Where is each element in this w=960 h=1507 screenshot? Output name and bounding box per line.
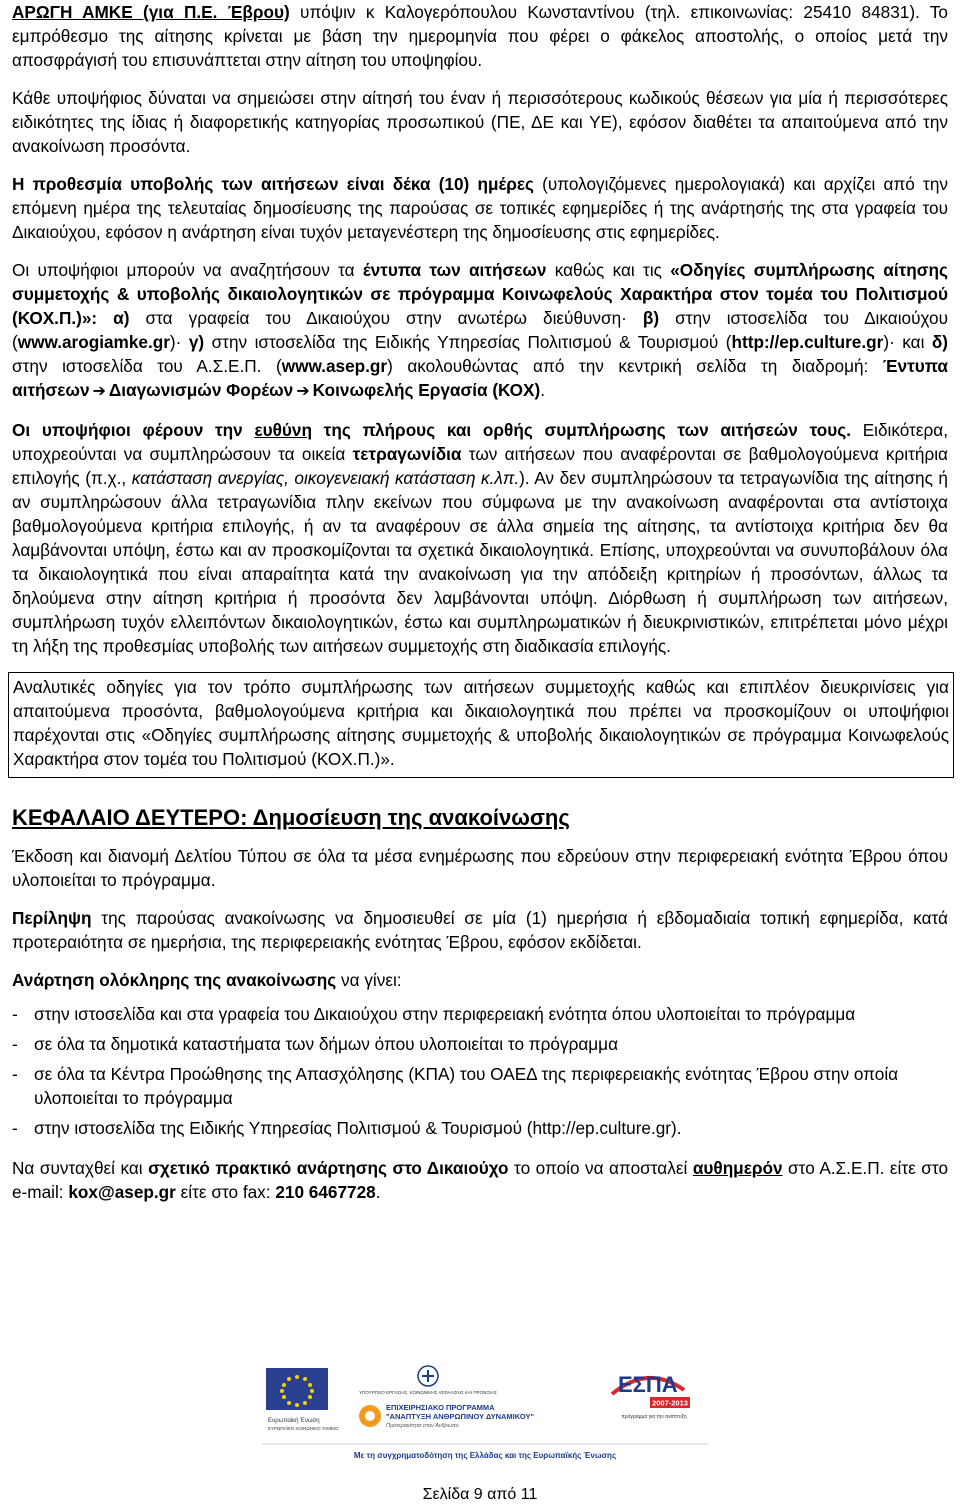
espa-years: 2007-2013 (652, 1398, 688, 1408)
program-line-3: Προτεραιότητα στον Άνθρωπο (386, 1423, 459, 1429)
chapter-heading: ΚΕΦΑΛΑΙΟ ΔΕΥΤΕΡΟ: Δημοσίευση της ανακοίνωσης (12, 805, 570, 830)
paragraph-responsibility: Οι υποψήφιοι φέρουν την ευθύνη της πλήρους και ορθής συμπλήρωσης των αιτήσεών τους. Ειδικότερα, υποχρεούνται να συμπληρώσουν τα οικεία τετραγωνίδια των αιτήσεων που αναφέρονται σε βαθμολογούμενα κριτήρια επιλογής (π.χ., κατάσταση ανεργίας, οικογενειακή κατάσταση κ.λπ.). Αν δεν συμπληρώσουν τα τετραγωνίδια της αίτησης ή αν συμπληρώσουν άλλα τετραγωνίδια πλην εκείνων που σύμφωνα με την ανακοίνωση αναφέρονται στα αντίστοιχα βαθμολογούμενα κριτήρια επιλογής, ή αν τα αναφέρουν σε άλλα σημεία της αίτησης, τα αντίστοιχα κριτήρια δεν θα λαμβάνονται υπόψη, έστω και αν προσκομίζονται τα σχετικά δικαιολογητικά. Επίσης, υποχρεούνται να συνυποβάλουν όλα τα δικαιολογητικά που είναι απαραίτητα κατά την ανακοίνωση για την απόδειξη κριτηρίων ή προσόντων, άλλως τα δηλούμενα στην αίτηση κριτήρια ή προσόντα δεν λαμβάνονται υπόψη. Διόρθωση ή συμπλήρωση των αιτήσεων, συμπλήρωση τυχόν ελλειπόντων δικαιολογητικών, έστω και συμπληρωματικών ή διευκρινιστικών, επιτρέπεται μόνο μέχρι τη λήξη της προθεσμίας υποβολής των αιτήσεων συμμετοχής στη διαδικασία επιλογής. (12, 420, 949, 656)
path-step-1: Έντυπα αιτήσεων (12, 356, 948, 400)
link-ep-culture[interactable]: http://ep.culture.gr (731, 332, 884, 352)
list-item: - στην ιστοσελίδα και στα γραφεία του Δικαιούχου στην περιφερειακή ενότητα όπου υλοποιείται το πρόγραμμα (12, 1002, 948, 1026)
recipient-name: ΑΡΩΓΗ ΑΜΚΕ (για Π.Ε. Έβρου) (12, 2, 290, 22)
eu-flag-icon (266, 1368, 328, 1410)
document-page (12, 0, 948, 1204)
arrow-right-icon: ➔ (296, 383, 310, 400)
path-step-2: Διαγωνισμών Φορέων (108, 380, 294, 400)
list-item: - στην ιστοσελίδα της Ειδικής Υπηρεσίας Πολιτισμού & Τουρισμού (http://ep.culture.gr). (12, 1116, 948, 1140)
paragraph-posting-heading: Ανάρτηση ολόκληρης της ανακοίνωσης να γίνει: (12, 970, 402, 990)
link-arogiamke[interactable]: www.arogiamke.gr (17, 332, 170, 352)
list-item: - σε όλα τα δημοτικά καταστήματα των δήμων όπου υλοποιείται το πρόγραμμα (12, 1032, 948, 1056)
program-line-2: "ΑΝΑΠΤΥΞΗ ΑΝΘΡΩΠΙΝΟΥ ΔΥΝΑΜΙΚΟΥ" (386, 1412, 535, 1421)
page-number: Σελίδα 9 από 11 (422, 1486, 538, 1503)
path-step-3: Κοινωφελής Εργασία (ΚΟΧ) (312, 380, 541, 400)
paragraph-posting-report: Να συνταχθεί και σχετικό πρακτικό ανάρτησης στο Δικαιούχο το οποίο να αποσταλεί αυθημερόν στο Α.Σ.Ε.Π. είτε στο e-mail: kox@asep.gr είτε στο fax: 210 6467728. (12, 1158, 949, 1202)
espa-subtitle: πρόγραμμα για την ανάπτυξη (621, 1414, 687, 1420)
paragraph-deadline: Η προθεσμία υποβολής των αιτήσεων είναι δέκα (10) ημέρες (υπολογιζόμενες ημερολογιακά) και αρχίζει από την επόμενη ημέρα της τελευταίας δημοσίευσης της παρούσας σε τοπικές εφημερίδες ή της ανάρτησής της στα γραφεία του Δικαιούχου, εφόσον η ανάρτηση είναι τυχόν μεταγενέστερη της δημοσίευσης στις εφημερίδες. (12, 174, 949, 242)
fax-number: 210 6467728 (275, 1182, 376, 1202)
arrow-right-icon: ➔ (92, 383, 106, 400)
cofunding-slogan: Με τη συγχρηματοδότηση της Ελλάδας και της Ευρωπαϊκής Ένωσης (353, 1451, 617, 1460)
program-logo-icon (359, 1405, 381, 1427)
paragraph-press-release: Έκδοση και διανομή Δελτίου Τύπου σε όλα τα μέσα ενημέρωσης που εδρεύουν στην περιφερειακή ενότητα Έβρου όπου υλοποιείται το πρόγραμμα. (12, 846, 948, 890)
paragraph-position-codes: Κάθε υποψήφιος δύναται να σημειώσει στην αίτησή του έναν ή περισσότερους κωδικούς θέσεων για μία ή περισσότερες ειδικότητες της ίδιας ή διαφορετικής κατηγορίας προσωπικού (ΠΕ, ΔΕ και ΥΕ), εφόσον διαθέτει τα απαιτούμενα από την ανακοίνωση προσόντα. (12, 88, 948, 156)
paragraph-application-forms: Οι υποψήφιοι μπορούν να αναζητήσουν τα έντυπα των αιτήσεων καθώς και τις «Οδηγίες συμπλήρωσης αίτησης συμμετοχής & υποβολής δικαιολογητικών σε πρόγραμμα Κοινωφελούς Χαρακτήρα στον τομέα του Πολιτισμού (ΚΟΧ.Π.)»: α) στα γραφεία του Δικαιούχου στην ανωτέρω διεύθυνση· β) στην ιστοσελίδα του Δικαιούχου (www.arogiamke.gr)· γ) στην ιστοσελίδα της Ειδικής Υπηρεσίας Πολιτισμού & Τουρισμού (http://ep.culture.gr)· και δ) στην ιστοσελίδα του Α.Σ.Ε.Π. (www.asep.gr) ακολουθώντας από την κεντρική σελίδα τη διαδρομή: Έντυπα αιτήσεων ➔ Διαγωνισμών Φορέων ➔ Κοινωφελής Εργασία (ΚΟΧ). (12, 260, 948, 400)
list-item: - σε όλα τα Κέντρα Προώθησης της Απασχόλησης (ΚΠΑ) του ΟΑΕΔ της περιφερειακής ενότητας Έβρου στην οποία υλοποιείται το πρόγραμμα (12, 1062, 948, 1110)
program-line-1: ΕΠΙΧΕΙΡΗΣΙΑΚΟ ΠΡΟΓΡΑΜΜΑ (386, 1403, 495, 1412)
instructions-box (8, 672, 954, 778)
paragraph-summary-publication: Περίληψη της παρούσας ανακοίνωσης να δημοσιευθεί σε μία (1) ημερήσια ή εβδομαδιαία τοπική εφημερίδα, κατά προτεραιότητα σε ημερήσια, της περιφερειακής ενότητας Έβρου, εφόσον εκδίδεται. (12, 908, 948, 952)
eu-fund-caption: ΕΥΡΩΠΑΪΚΟ ΚΟΙΝΩΝΙΚΟ ΤΑΜΕΙΟ (268, 1426, 339, 1431)
link-asep[interactable]: www.asep.gr (281, 356, 388, 376)
funding-logos (262, 1360, 708, 1466)
instructions-text: Αναλυτικές οδηγίες για τον τρόπο συμπλήρωσης των αιτήσεων συμμετοχής καθώς και επιπλέον διευκρινίσεις για απαιτούμενα προσόντα, βαθμολογούμενα κριτήρια και δικαιολογητικά που πρέπει να προσκομίζουν οι υποψήφιοι παρέχονται στις «Οδηγίες συμπλήρωσης αίτησης συμμετοχής & υποβολής δικαιολογητικών σε πρόγραμμα Κοινωφελούς Χαρακτήρα στον τομέα του Πολιτισμού (ΚΟΧ.Π.)». (13, 677, 949, 769)
email-kox[interactable]: kox@asep.gr (68, 1182, 176, 1202)
ministry-name: ΥΠΟΥΡΓΕΙΟ ΕΡΓΑΣΙΑΣ, ΚΟΙΝΩΝΙΚΗΣ ΑΣΦΑΛΙΣΗΣ ΚΑΙ ΠΡΟΝΟΙΑΣ (359, 1390, 497, 1395)
posting-list (12, 1002, 948, 1140)
eu-caption: Ευρωπαϊκή Ένωση (268, 1418, 320, 1424)
paragraph-submission: ΑΡΩΓΗ ΑΜΚΕ (για Π.Ε. Έβρου) υπόψιν κ Καλογερόπουλου Κωνσταντίνου (τηλ. επικοινωνίας: 25410 84831). Το εμπρόθεσμο της αίτησης κρίνεται με βάση την ημερομηνία που φέρει ο φάκελος αποστολής, ο οποίος μετά την αποσφράγισή του επισυνάπτεται στην αίτηση του υποψηφίου. (12, 2, 948, 70)
espa-title: ΕΣΠΑ (618, 1372, 678, 1397)
